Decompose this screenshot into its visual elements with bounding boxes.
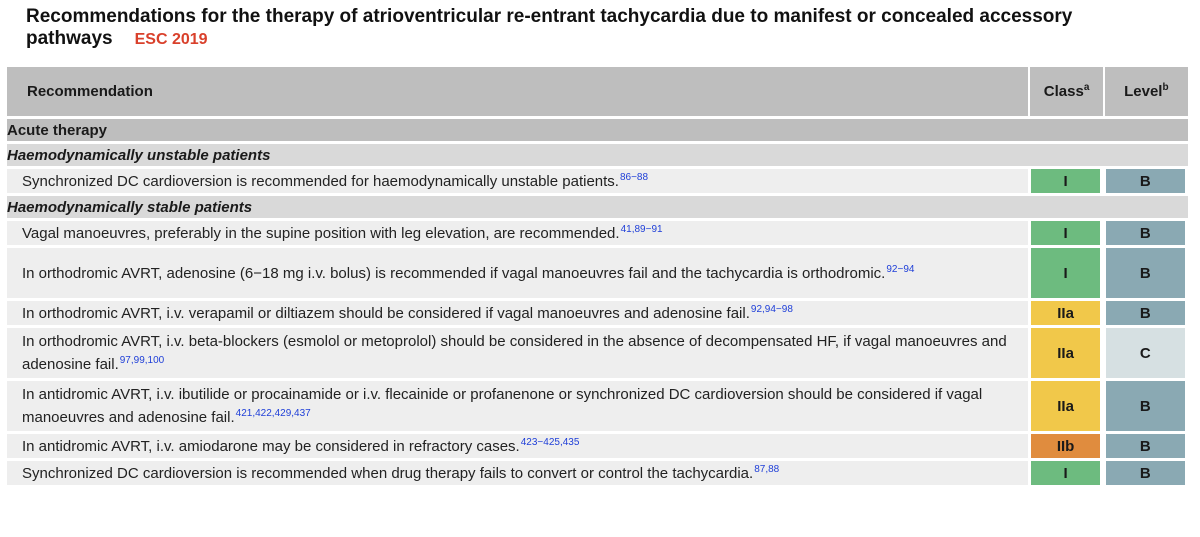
recommendation-text — [7, 301, 1028, 325]
reference-sup: 421,422,429,437 — [235, 408, 311, 419]
recommendation-body: In orthodromic AVRT, i.v. verapamil or diltiazem should be considered if vagal manoeuvres and adenosine fail. — [22, 304, 750, 322]
subsection-unstable — [7, 144, 1188, 166]
class-badge: I — [1031, 221, 1099, 245]
reference-sup: 41,89−91 — [620, 223, 663, 235]
recommendation-text — [7, 461, 1028, 485]
title-text: Recommendations for the therapy of atrioventricular re-entrant tachycardia due to manifest or concealed accessory pathways — [26, 6, 1073, 49]
page-title — [26, 6, 1186, 51]
class-cell — [1028, 461, 1102, 485]
level-badge: B — [1106, 461, 1185, 485]
reference-sup: 423−425,435 — [520, 436, 580, 448]
header-class-sup: a — [1083, 82, 1090, 93]
class-cell — [1028, 221, 1102, 245]
level-cell — [1103, 381, 1188, 431]
recommendation-body: Vagal manoeuvres, preferably in the supine position with leg elevation, are recommended. — [22, 224, 620, 242]
table-row — [7, 461, 1188, 485]
level-cell — [1103, 248, 1188, 298]
reference-sup: 87,88 — [754, 463, 780, 475]
level-badge: B — [1106, 221, 1185, 245]
class-cell — [1028, 381, 1102, 431]
table-row — [7, 169, 1188, 193]
recommendation-body: In antidromic AVRT, i.v. ibutilide or procainamide or i.v. flecainide or profanenone or synchronized DC cardioversion should be considered if vagal manoeuvres and adenosine fail. — [22, 386, 983, 426]
table-row — [7, 248, 1188, 298]
class-cell — [1028, 248, 1102, 298]
table-row — [7, 328, 1188, 378]
recommendation-body: Synchronized DC cardioversion is recommended for haemodynamically unstable patients. — [22, 172, 619, 190]
level-badge: B — [1106, 169, 1185, 193]
level-badge: C — [1106, 328, 1185, 378]
header-level-label: Level — [1124, 83, 1163, 100]
recommendation-table — [7, 64, 1188, 488]
table-row — [7, 301, 1188, 325]
recommendation-body: In orthodromic AVRT, i.v. beta-blockers (esmolol or metoprolol) should be considered in the absence of decompensated HF, if vagal manoeuvres and adenosine fail. — [22, 333, 1007, 373]
subsection-title: Haemodynamically stable patients — [7, 196, 1188, 218]
level-cell — [1103, 221, 1188, 245]
recommendation-text — [7, 381, 1028, 431]
section-acute-therapy — [7, 119, 1188, 141]
level-badge: B — [1106, 434, 1185, 458]
class-cell — [1028, 434, 1102, 458]
class-badge: I — [1031, 461, 1099, 485]
class-badge: IIa — [1031, 381, 1099, 431]
subsection-title: Haemodynamically unstable patients — [7, 144, 1188, 166]
level-cell — [1103, 461, 1188, 485]
recommendation-text — [7, 169, 1028, 193]
class-badge: I — [1031, 169, 1099, 193]
level-badge: B — [1106, 381, 1185, 431]
table-row — [7, 221, 1188, 245]
table-row — [7, 434, 1188, 458]
class-cell — [1028, 301, 1102, 325]
class-cell — [1028, 169, 1102, 193]
esc-badge: ESC 2019 — [134, 31, 208, 48]
section-title: Acute therapy — [7, 119, 1188, 141]
recommendation-text — [7, 434, 1028, 458]
recommendation-text — [7, 221, 1028, 245]
recommendation-text — [7, 248, 1028, 298]
level-badge: B — [1106, 301, 1185, 325]
level-badge: B — [1106, 248, 1185, 298]
table-row — [7, 381, 1188, 431]
header-class-label: Class — [1043, 83, 1084, 100]
reference-sup: 92,94−98 — [750, 303, 793, 315]
class-badge: I — [1031, 248, 1099, 298]
recommendation-body: In orthodromic AVRT, adenosine (6−18 mg i.v. bolus) is recommended if vagal manoeuvres fail and the tachycardia is orthodromic. — [22, 264, 886, 282]
level-cell — [1103, 328, 1188, 378]
class-cell — [1028, 328, 1102, 378]
subsection-stable — [7, 196, 1188, 218]
table-header-row — [7, 67, 1188, 116]
level-cell — [1103, 434, 1188, 458]
header-class — [1028, 67, 1102, 116]
class-badge: IIb — [1031, 434, 1099, 458]
recommendation-body: Synchronized DC cardioversion is recommended when drug therapy fails to convert or control the tachycardia. — [22, 464, 754, 482]
header-level — [1103, 67, 1188, 116]
header-recommendation: Recommendation — [7, 67, 1028, 116]
header-level-sup: b — [1162, 82, 1169, 93]
level-cell — [1103, 169, 1188, 193]
class-badge: IIa — [1031, 301, 1099, 325]
recommendation-body: In antidromic AVRT, i.v. amiodarone may be considered in refractory cases. — [22, 437, 520, 455]
recommendation-text — [7, 328, 1028, 378]
reference-sup: 92−94 — [886, 263, 915, 275]
level-cell — [1103, 301, 1188, 325]
reference-sup: 97,99,100 — [119, 355, 165, 366]
class-badge: IIa — [1031, 328, 1099, 378]
reference-sup: 86−88 — [619, 171, 649, 183]
